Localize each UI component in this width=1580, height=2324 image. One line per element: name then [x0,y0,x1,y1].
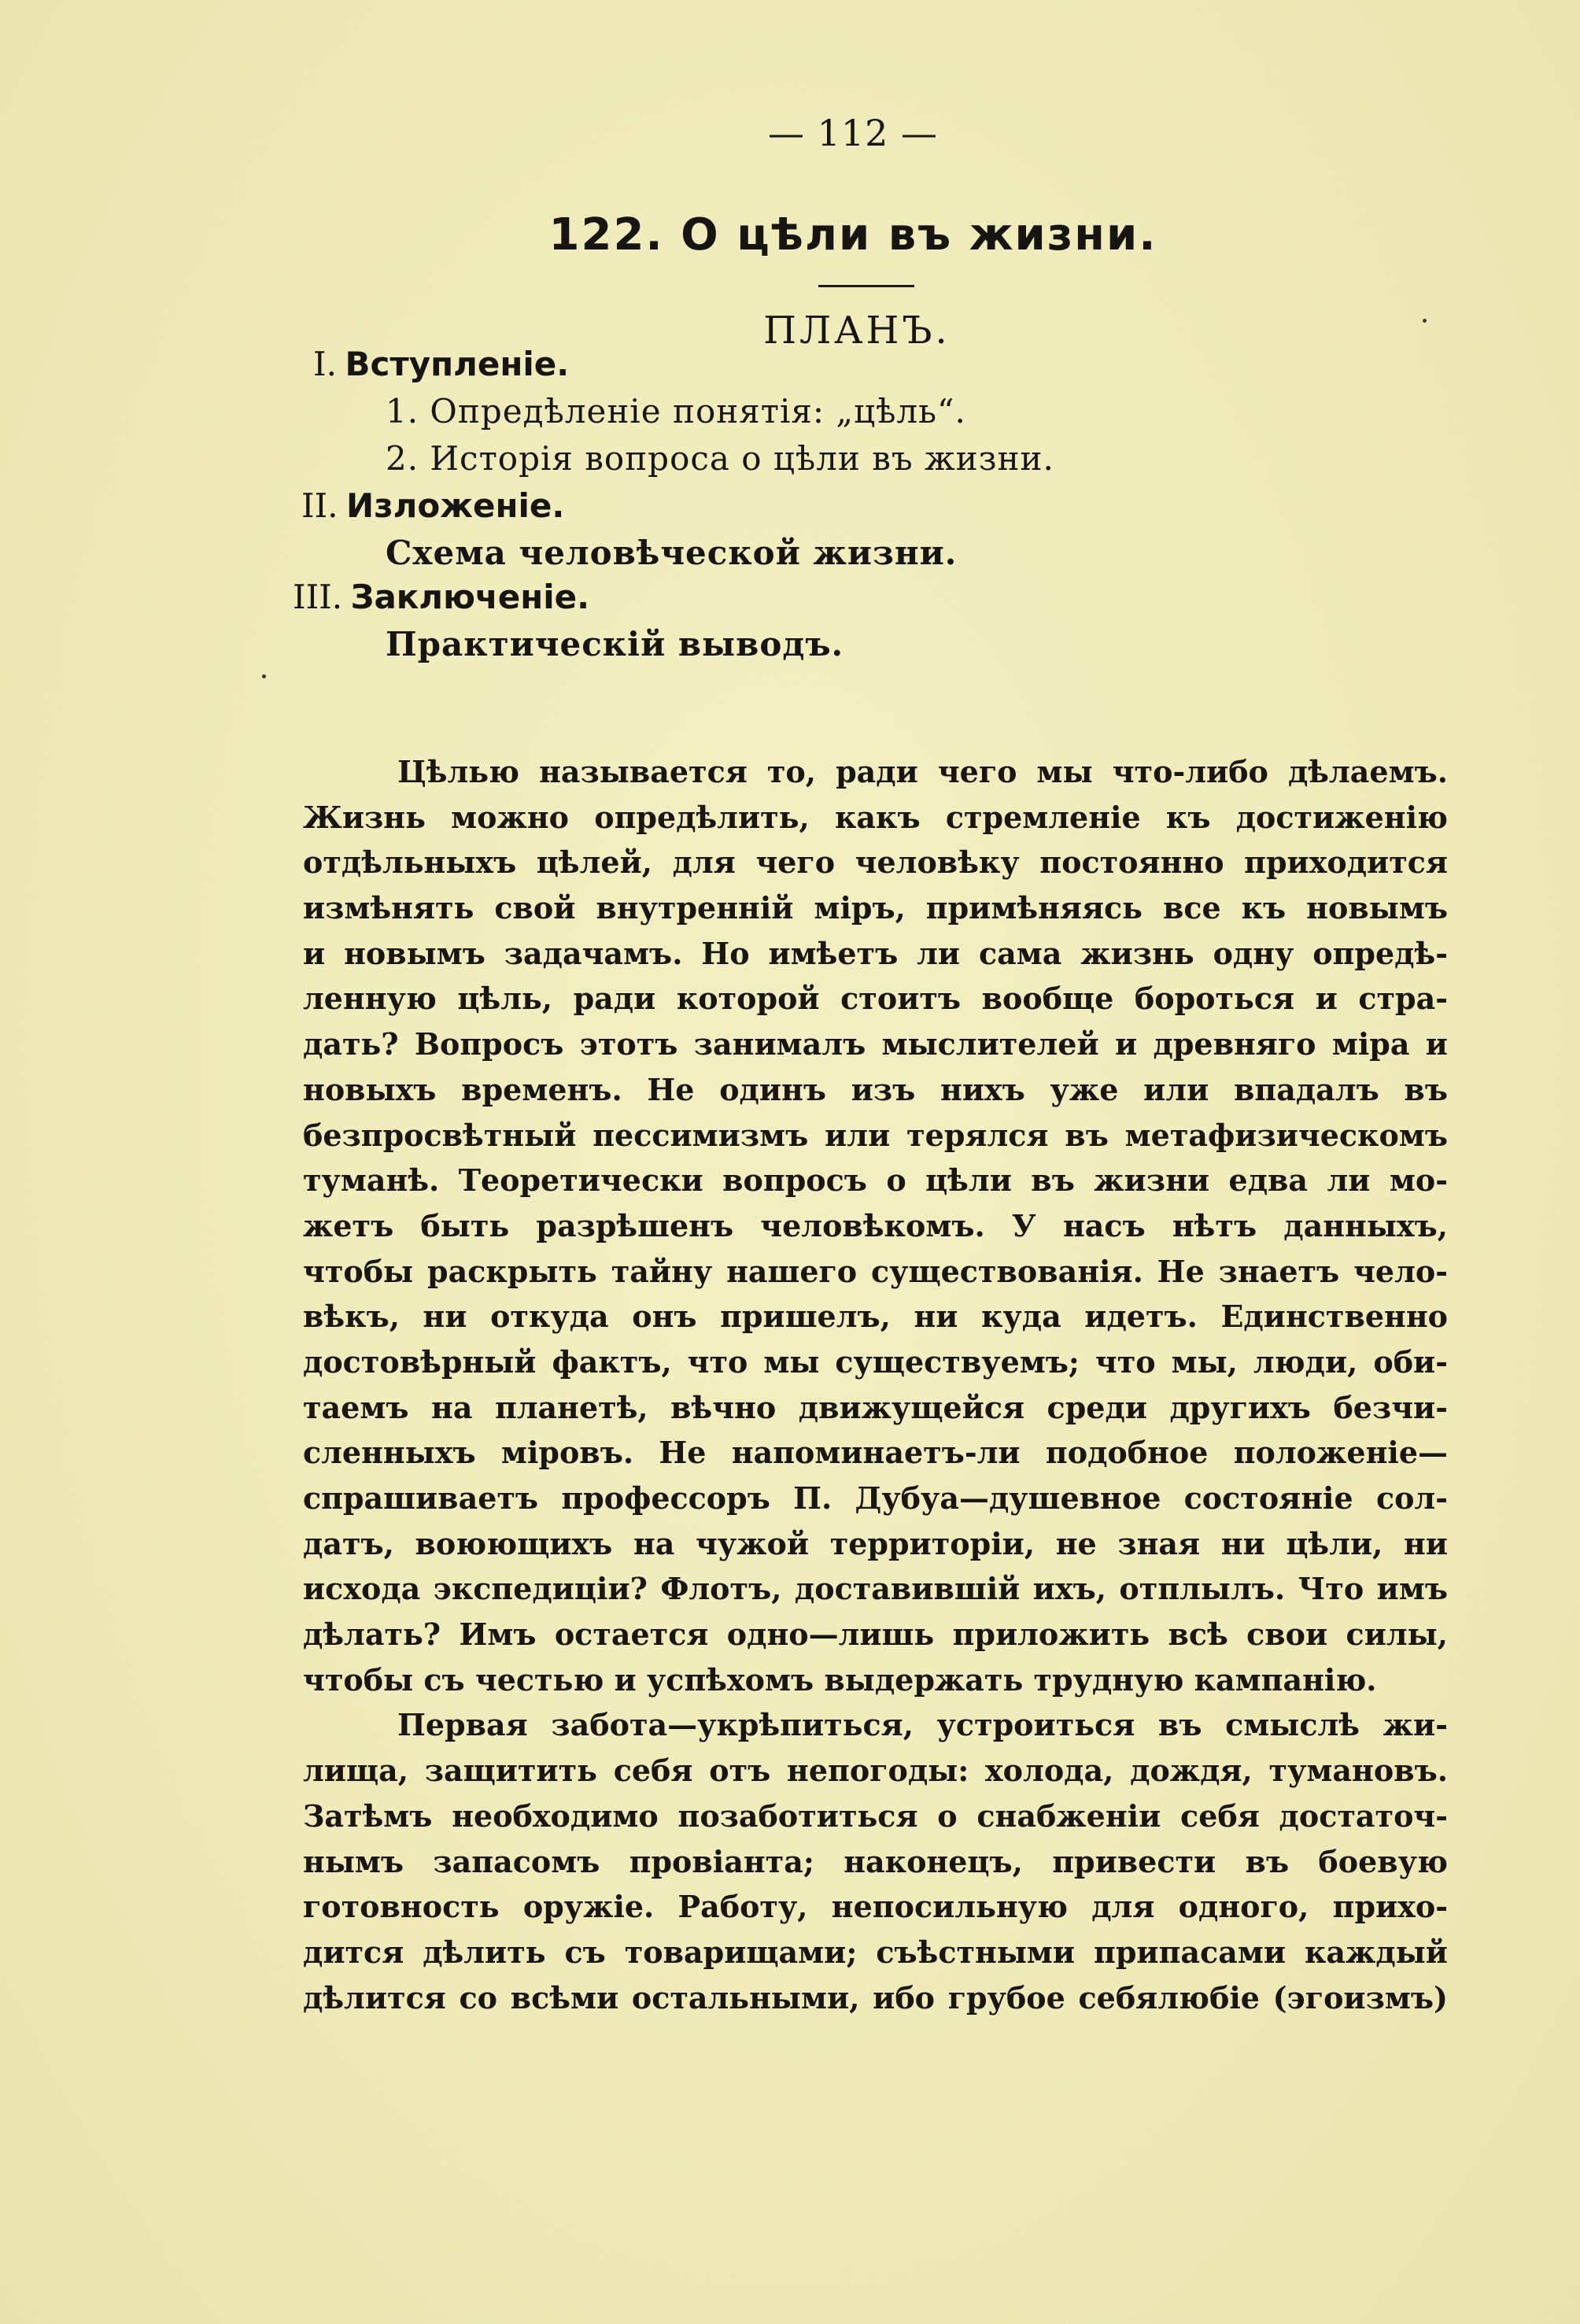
text-line: достовѣрный фактъ, что мы существуемъ; что мы, люди, оби- [303,1343,1448,1380]
plan-heading: ПЛАНЪ. [763,309,951,353]
outline-item: Схема человѣческой жизни. [386,534,958,572]
text-line: измѣнять свой внутренній міръ, примѣняясь все къ новымъ [303,890,1448,926]
text-line: нымъ запасомъ провіанта; наконецъ, привести въ боевую [303,1843,1448,1879]
chapter-title: 122. О цѣли въ жизни. [548,209,1157,260]
text-line: туманѣ. Теоретически вопросъ о цѣли въ жизни едва ли мо- [303,1162,1448,1199]
outline-section-heading: Изложеніе. [346,486,565,525]
text-line: жетъ быть разрѣшенъ человѣкомъ. У насъ нѣтъ данныхъ, [303,1207,1448,1243]
outline-item: 2. Исторія вопроса о цѣли въ жизни. [386,439,1054,478]
text-line: дѣлать? Имъ остается одно—лишь приложить всѣ свои силы, [303,1616,1448,1653]
title-divider [818,285,914,287]
text-line: Цѣлью называется то, ради чего мы что-либо дѣлаемъ. [397,754,1448,789]
text-line: новыхъ временъ. Не одинъ изъ нихъ уже или впадалъ въ [303,1071,1448,1107]
text-line: чтобы съ честью и успѣхомъ выдержать трудную кампанію. [303,1661,1377,1698]
text-line: Первая забота—укрѣпиться, устроиться въ смыслѣ жи- [397,1707,1448,1743]
text-line: датъ, воюющихъ на чужой территоріи, не зная ни цѣли, ни [303,1525,1448,1561]
outline-item: 1. Опредѣленіе понятія: „цѣль“. [386,392,966,430]
text-line: лища, защитить себя отъ непогоды: холода, дождя, тумановъ. [303,1753,1448,1789]
text-line: дѣлится со всѣми остальными, ибо грубое себялюбіе (эгоизмъ) [303,1979,1448,2015]
text-line: и новымъ задачамъ. Но имѣетъ ли сама жизнь одну опредѣ- [303,935,1448,971]
outline-section-3 [293,578,589,617]
paper-speck [262,674,266,678]
text-line: отдѣльныхъ цѣлей, для чего человѣку постоянно приходится [303,844,1448,881]
text-line: Затѣмъ необходимо позаботиться о снабженіи себя достаточ- [303,1797,1448,1834]
text-line: дать? Вопросъ этотъ занималъ мыслителей и древняго міра и [303,1026,1448,1062]
outline-section-heading: Вступленіе. [345,345,570,383]
page-number: — 112 — [767,112,939,154]
text-line: дится дѣлить съ товарищами; съѣстными припасами каждый [303,1934,1448,1970]
text-line: безпросвѣтный пессимизмъ или терялся въ метафизическомъ [303,1117,1448,1153]
text-line: исхода экспедиціи? Флотъ, доставившій ихъ, отплылъ. Что имъ [303,1571,1448,1607]
text-line: чтобы раскрыть тайну нашего существованія. Не знаетъ чело- [303,1253,1448,1289]
outline-item: Практическій выводъ. [386,625,844,663]
outline-section-1 [313,345,569,384]
body-text [303,749,1448,2020]
text-line: готовность оружіе. Работу, непосильную для одного, прихо- [303,1889,1448,1925]
outline-numeral: I. [313,345,337,383]
text-line: сленныхъ міровъ. Не напоминаетъ-ли подобное положеніе— [303,1435,1448,1471]
text-line: таемъ на планетѣ, вѣчно движущейся среди другихъ безчи- [303,1389,1448,1425]
paper-speck [1423,319,1427,323]
text-line: Жизнь можно опредѣлить, какъ стремленіе къ достиженію [303,799,1448,835]
outline-numeral: II. [301,486,338,525]
outline-numeral: III. [293,578,343,616]
text-line: вѣкъ, ни откуда онъ пришелъ, ни куда идетъ. Единственно [303,1299,1448,1335]
outline-section-heading: Заключеніе. [350,578,590,616]
text-line: ленную цѣль, ради которой стоитъ вообще бороться и стра- [303,981,1448,1017]
outline-section-2 [301,486,564,526]
text-line: спрашиваетъ профессоръ П. Дубуа—душевное состояніе сол- [303,1480,1448,1516]
